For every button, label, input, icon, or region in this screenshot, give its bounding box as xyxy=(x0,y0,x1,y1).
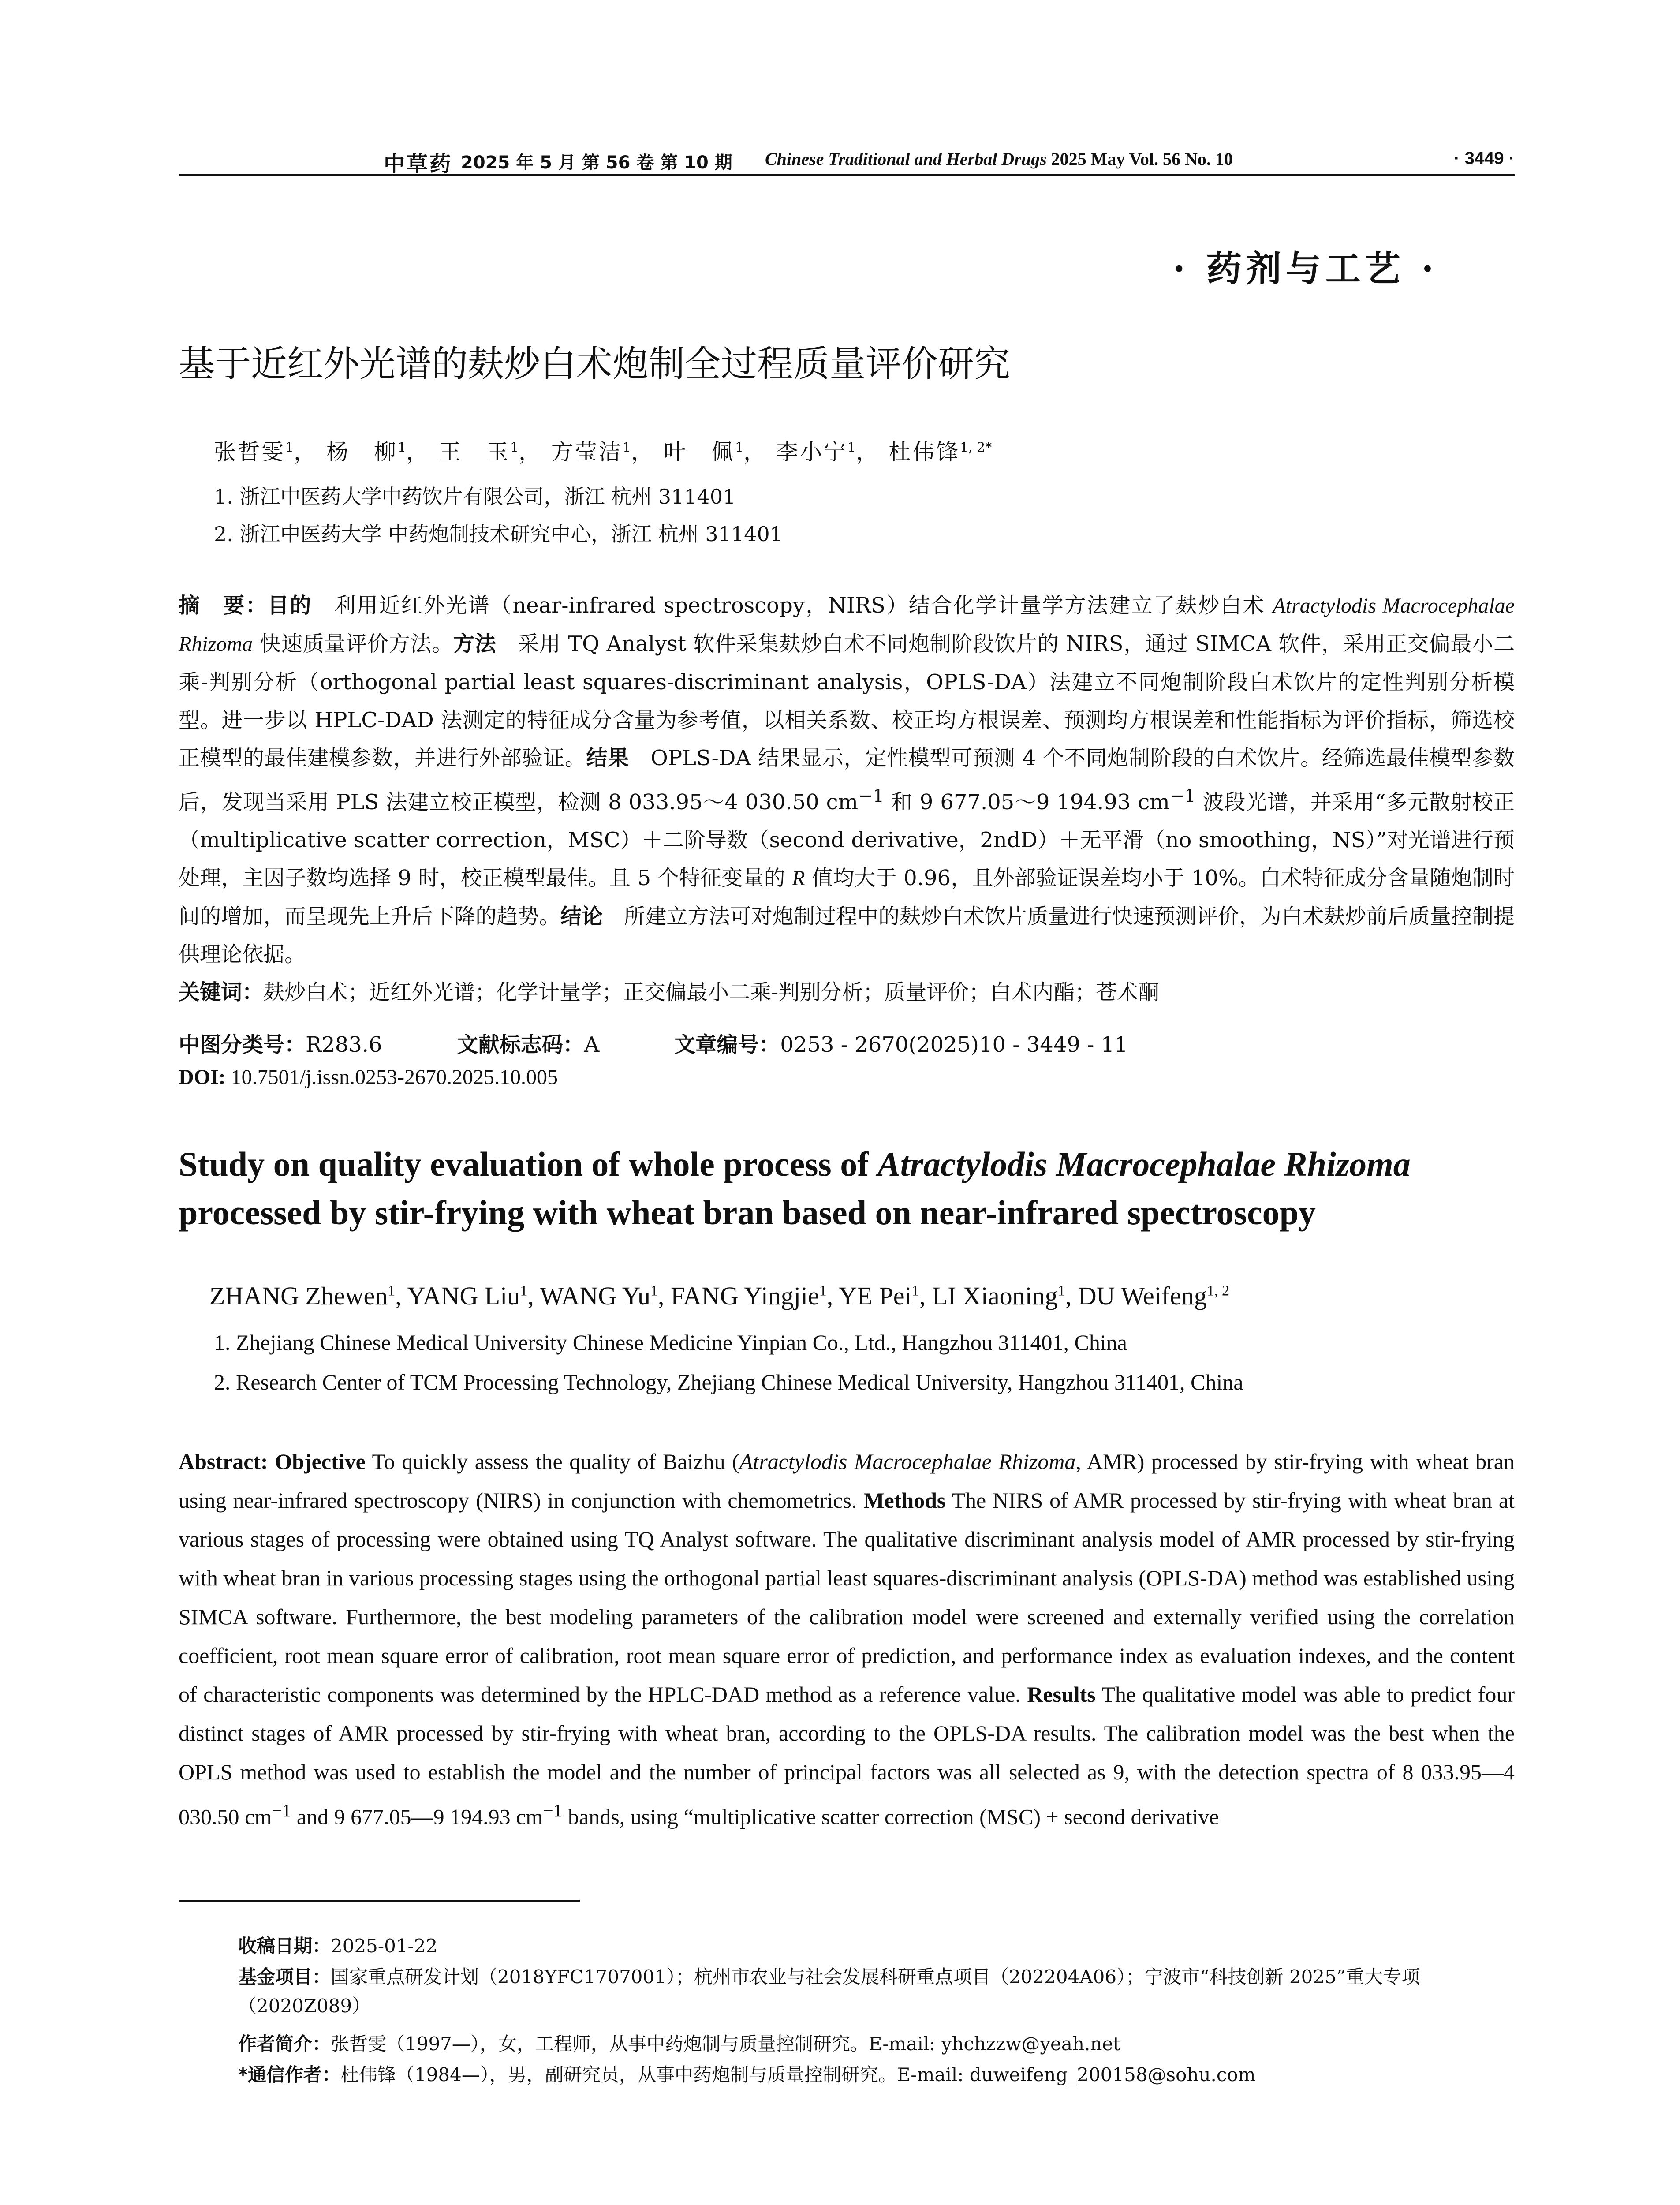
authors-en: ZHANG Zhewen$^1$, YANG Liu$^1$, WANG Yu$^1$, FANG Yingjie$^1$, YE Pei$^1$, LI Xiaoning$^1$, DU Weifeng$^{1, 2}$ xyxy=(209,1282,1229,1310)
author-cn: 方莹洁$^1$， xyxy=(551,439,655,465)
footnote-fund: 基金项目：国家重点研发计划（2018YFC1707001）；杭州市农业与社会发展科研重点项目（202204A06）；宁波市“科技创新 2025”重大专项（2020Z089） xyxy=(238,1966,1420,2017)
affiliation-en-1: 1. Zhejiang Chinese Medical University Chinese Medicine Yinpian Co., Ltd., Hangzhou 311401, China xyxy=(214,1330,1127,1355)
title-en: Study on quality evaluation of whole process of Atractylodis Macrocephalae Rhizoma processed by stir-frying with wheat bran based on near-infrared spectroscopy xyxy=(179,1145,1411,1232)
objective-label: 目的 xyxy=(267,593,312,618)
page-number: · 3449 · xyxy=(1454,149,1515,168)
doi-value: 10.7501/j.issn.0253-2670.2025.10.005 xyxy=(225,1065,558,1089)
article-number: 0253 - 2670(2025)10 - 3449 - 11 xyxy=(780,1032,1128,1057)
issue-en: 2025 May Vol. 56 No. 10 xyxy=(1046,149,1233,169)
author-cn: 李小宁$^1$， xyxy=(776,439,880,465)
issue-cn: 2025 年 5 月 第 56 卷 第 10 期 xyxy=(461,153,732,173)
keywords-label: 关键词： xyxy=(179,980,264,1005)
doc-code: A xyxy=(584,1032,600,1057)
author-cn: 杜伟锋$^{1, 2*}$ xyxy=(889,439,992,465)
author-cn: 张哲雯$^1$， xyxy=(214,439,318,465)
affiliation-cn-1: 1. 浙江中医药大学中药饮片有限公司，浙江 杭州 311401 xyxy=(214,485,736,508)
abstract-cn: 摘 要：目的 利用近红外光谱（near-infrared spectroscopy，NIRS）结合化学计量学方法建立了麸炒白术 Atractylodis Macrocephalae Rhizoma 快速质量评价方法。方法 采用 TQ Analyst 软件采集麸炒白术不同炮制阶段饮片的 NIRS，通过 SIMCA 软件，采用正交偏最小二乘-判别分析（orthogonal partial least squares-discriminant analysis，OPLS-DA）法建立不同炮制阶段白术饮片的定性判别分析模型。进一步以 HPLC-DAD 法测定的特征成分含量为参考值，以相关系数、校正均方根误差、预测均方根误差和性能指标为评价指标，筛选校正模型的最佳建模参数，并进行外部验证。结果 OPLS-DA 结果显示，定性模型可预测 4 个不同炮制阶段的白术饮片。经筛选最佳模型参数后，发现当采用 PLS 法建立校正模型，检测 8 033.95～4 030.50 $cm^{-1}$ 和 9 677.05～9 194.93 $cm^{-1}$ 波段光谱，并采用“多元散射校正（multiplicative scatter correction，MSC）＋二阶导数（second derivative，2ndD）＋无平滑（no smoothing，NS）”对光谱进行预处理，主因子数均选择 9 时，校正模型最佳。且 5 个特征变量的 R 值均大于 0.96，且外部验证误差均小于 10%。白术特征成分含量随炮制时间的增加，而呈现先上升后下降的趋势。结论 所建立方法可对炮制过程中的麸炒白术饮片质量进行快速预测评价，为白术麸炒前后质量控制提供理论依据。 关键词：麸炒白术；近红外光谱；化学计量学；正交偏最小二乘-判别分析；质量评价；白术内酯；苍术酮 xyxy=(179,593,1515,1005)
journal-en-name: Chinese Traditional and Herbal Drugs xyxy=(765,149,1047,169)
latin-name: Atractylodis Macrocephalae Rhizoma xyxy=(179,594,1515,656)
footnote-author: 作者简介：张哲雯（1997—），女，工程师，从事中药炮制与质量控制研究。E-mail: yhchzzw@yeah.net xyxy=(238,2033,1121,2055)
results-label: 结果 xyxy=(586,746,629,770)
journal-en xyxy=(765,149,1233,169)
footnote-rule xyxy=(179,1900,580,1902)
journal-brand: 中草药 xyxy=(384,152,453,176)
abstract-en: Abstract: Objective To quickly assess the quality of Baizhu (Atractylodis Macrocephalae Rhizoma, AMR) processed by stir-frying with wheat bran using near-infrared spectroscopy (NIRS) in conjunction with chemometrics. Methods The NIRS of AMR processed by stir-frying with wheat bran at various stages of processing were obtained using TQ Analyst software. The qualitative discriminant analysis model of AMR processed by stir-frying with wheat bran in various processing stages using the orthogonal partial least squares-discriminant analysis (OPLS-DA) method was established using SIMCA software. Furthermore, the best modeling parameters of the calibration model were screened and externally verified using the correlation coefficient, root mean square error of calibration, root mean square error of prediction, and performance index as evaluation indexes, and the content of characteristic components was determined by the HPLC-DAD method as a reference value. Results The qualitative model was able to predict four distinct stages of AMR processed by stir-frying with wheat bran, according to the OPLS-DA results. The calibration model was the best when the OPLS method was used to establish the model and the number of principal factors was all selected as 9, with the detection spectra of 8 033.95—4 030.50 $cm^{-1}$ and 9 677.05—9 194.93 $cm^{-1}$ bands, using “multiplicative scatter correction (MSC) + second derivative xyxy=(179,1449,1515,1829)
title-cn: 基于近红外光谱的麸炒白术炮制全过程质量评价研究 xyxy=(179,343,1011,385)
abstract-cn-label: 摘 要： xyxy=(179,593,268,618)
author-cn: 杨 柳$^1$， xyxy=(326,439,430,465)
affiliation-en-2: 2. Research Center of TCM Processing Technology, Zhejiang Chinese Medical University, Hangzhou 311401, China xyxy=(214,1370,1243,1394)
affiliation-cn-2: 2. 浙江中医药大学 中药炮制技术研究中心，浙江 杭州 311401 xyxy=(214,522,783,546)
results-label-en: Results xyxy=(1027,1682,1096,1707)
conclusion-label: 结论 xyxy=(560,904,603,929)
keywords-text: 麸炒白术；近红外光谱；化学计量学；正交偏最小二乘-判别分析；质量评价；白术内酯；苍术酮 xyxy=(263,980,1160,1005)
footnote-corresponding: *通信作者：杜伟锋（1984—），男，副研究员，从事中药炮制与质量控制研究。E-mail: duweifeng_200158@sohu.com xyxy=(238,2064,1256,2085)
authors-cn xyxy=(214,434,992,466)
running-header xyxy=(179,143,1515,176)
footnote-received: 收稿日期：2025-01-22 xyxy=(238,1935,438,1957)
methods-label: 方法 xyxy=(453,632,497,656)
classification-line: 中图分类号：R283.6 文献标志码：A 文章编号：0253 - 2670(2025)10 - 3449 - 11 xyxy=(179,1032,1128,1057)
author-cn: 叶 佩$^1$， xyxy=(664,439,768,465)
doi-line: DOI: 10.7501/j.issn.0253-2670.2025.10.005 xyxy=(179,1065,558,1089)
methods-label-en: Methods xyxy=(863,1488,946,1513)
clc-value: R283.6 xyxy=(306,1032,382,1057)
section-label: · 药剂与工艺 · xyxy=(1173,248,1438,289)
author-cn: 王 玉$^1$， xyxy=(439,439,543,465)
abstract-en-label: Abstract: Objective xyxy=(179,1449,366,1474)
